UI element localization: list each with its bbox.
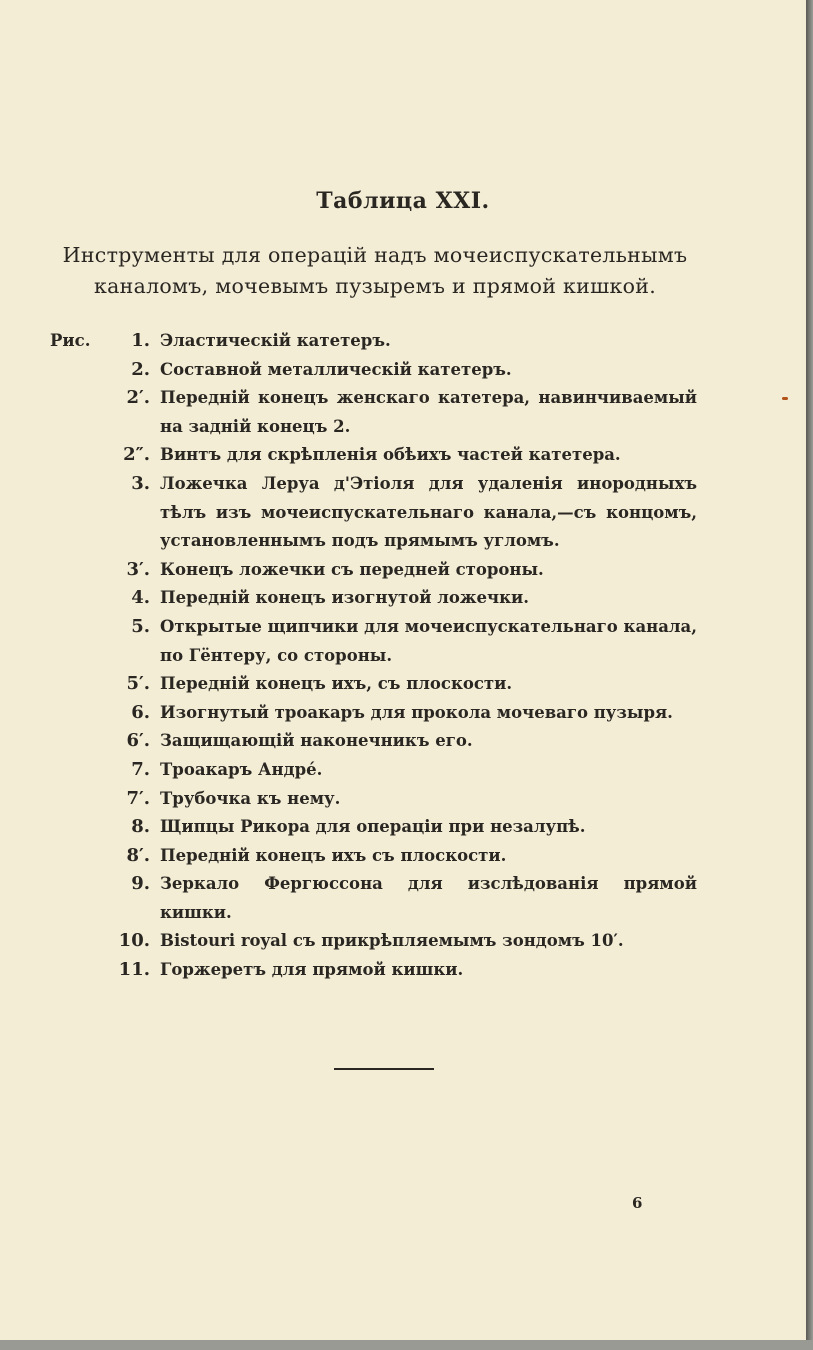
- figure-entry-2: [0, 356, 806, 385]
- figure-description: Составной металлическій катетеръ.: [160, 359, 512, 379]
- figure-description: Ложечка Леруа д'Этіоля для удаленія инородныхъ тѣлъ изъ мочеиспускательнаго канала,—съ концомъ, установленнымъ подъ прямымъ угломъ.: [160, 473, 697, 551]
- figure-number: 3′.: [126, 558, 150, 580]
- figure-entry-2-double-prime: [0, 441, 806, 470]
- figure-entry-9: [0, 870, 806, 927]
- figure-description: Bistouri royal съ прикрѣпляемымъ зондомъ 10′.: [160, 931, 624, 951]
- figure-number: 8.: [131, 816, 150, 838]
- figure-entry-5-prime: [0, 670, 806, 699]
- scan-edge-right: [806, 0, 813, 1350]
- ink-spot-mark: [782, 397, 788, 400]
- figure-entry-7-prime: [0, 785, 806, 814]
- figure-number: 2′.: [126, 387, 150, 409]
- figure-description: Эластическій катетеръ.: [160, 331, 391, 350]
- figure-list: [0, 327, 806, 985]
- figure-number: 4.: [131, 587, 150, 609]
- figure-number: 5.: [131, 615, 150, 637]
- page-number: 6: [632, 1194, 643, 1212]
- figure-entry-7: [0, 756, 806, 785]
- figure-entry-3: [0, 470, 806, 556]
- figure-number: 9.: [131, 873, 150, 895]
- figure-entry-10: [0, 927, 806, 956]
- figure-entry-5: [0, 613, 806, 670]
- figure-number: 1.: [131, 330, 150, 351]
- figure-description: Винтъ для скрѣпленія обѣихъ частей катетера.: [160, 445, 621, 465]
- figure-number: 3.: [131, 472, 150, 494]
- figure-entry-6-prime: [0, 727, 806, 756]
- scan-edge-bottom: [0, 1340, 813, 1350]
- figure-entry-3-prime: [0, 556, 806, 585]
- figure-description: Передній конецъ женскаго катетера, навинчиваемый на задній конецъ 2.: [160, 388, 697, 436]
- closing-rule: [334, 1068, 434, 1070]
- figure-description: Передній конецъ ихъ съ плоскости.: [160, 845, 507, 865]
- figure-entry-11: [0, 956, 806, 985]
- figure-description: Открытые щипчики для мочеиспускательнаго канала, по Гёнтеру, со стороны.: [160, 616, 697, 665]
- figure-description: Передній конецъ ихъ, съ плоскости.: [160, 674, 513, 694]
- figure-number: 6.: [131, 701, 150, 723]
- figure-number: 2.: [131, 358, 150, 380]
- figure-description: Трубочка къ нему.: [160, 788, 341, 808]
- figure-label: Рис.: [50, 331, 91, 350]
- figure-number: 7′.: [126, 787, 150, 809]
- figure-entry-2-prime: [0, 384, 806, 441]
- figure-number: 7.: [131, 758, 150, 780]
- figure-description: Конецъ ложечки съ передней стороны.: [160, 559, 544, 579]
- figure-number: 5′.: [126, 673, 150, 695]
- figure-description: Горжеретъ для прямой кишки.: [160, 960, 464, 980]
- figure-description: Щипцы Рикора для операціи при незалупѣ.: [160, 817, 586, 837]
- figure-description: Троакаръ Андре́.: [160, 759, 323, 779]
- figure-entry-1: [0, 327, 806, 356]
- figure-number: 10.: [118, 930, 150, 952]
- figure-description: Защищающій наконечникъ его.: [160, 731, 473, 751]
- figure-entry-4: [0, 584, 806, 613]
- figure-description: Зеркало Фергюссона для изслѣдованія прямой кишки.: [160, 874, 697, 922]
- figure-number: 11.: [118, 959, 150, 981]
- page-title: Таблица XXI.: [316, 188, 490, 214]
- figure-description: Передній конецъ изогнутой ложечки.: [160, 588, 530, 608]
- figure-number: 6′.: [126, 730, 150, 752]
- figure-number: 8′.: [126, 844, 150, 866]
- figure-number: 2″.: [123, 444, 150, 466]
- figure-entry-8: [0, 813, 806, 842]
- page-subtitle: Инструменты для операцій надъ мочеиспускательнымъ каналомъ, мочевымъ пузыремъ и прямой кишкой.: [62, 243, 688, 298]
- figure-description: Изогнутый троакаръ для прокола мочеваго пузыря.: [160, 702, 673, 722]
- figure-entry-6: [0, 699, 806, 728]
- figure-entry-8-prime: [0, 842, 806, 871]
